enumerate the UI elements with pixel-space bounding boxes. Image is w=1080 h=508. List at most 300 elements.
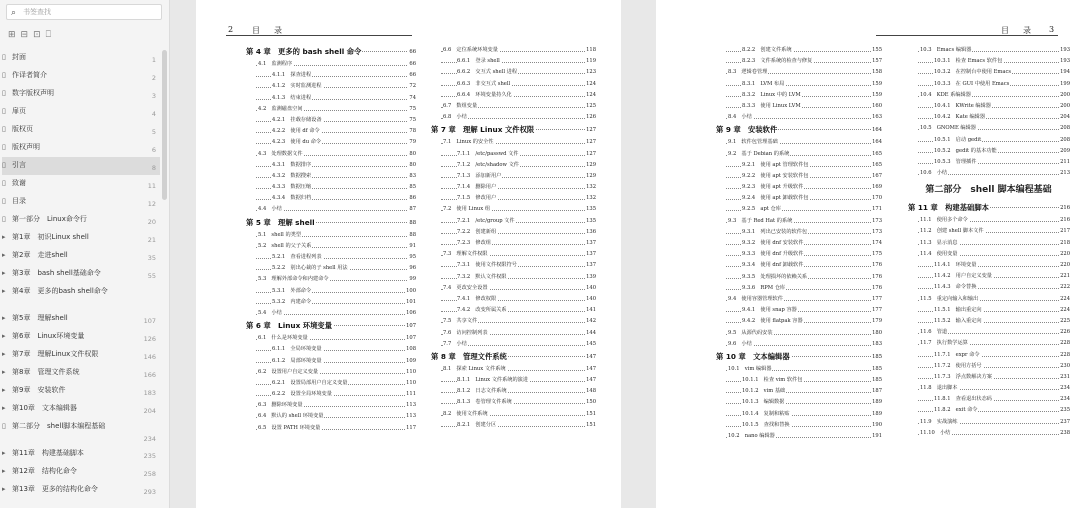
toc-entry[interactable] <box>716 149 882 160</box>
toc-entry[interactable] <box>716 294 882 305</box>
toc-entry[interactable] <box>716 79 882 90</box>
toc-entry-title: 11.7 执行数学运算 <box>920 338 969 349</box>
toc-entry[interactable] <box>716 431 882 442</box>
toc-entry[interactable] <box>716 375 882 386</box>
toc-entry[interactable] <box>246 104 416 115</box>
toc-entry[interactable] <box>908 45 1070 56</box>
toc-entry[interactable] <box>908 350 1070 361</box>
sidebar-item[interactable] <box>2 247 160 265</box>
toc-entry-title: 11.7.2 使用方括号 <box>934 361 983 372</box>
toc-entry[interactable] <box>246 389 416 400</box>
toc-entry[interactable] <box>246 274 416 285</box>
expand-arrow-icon[interactable]: ▸ <box>2 332 6 340</box>
toc-entry-title: 7.4 更改安全设置 <box>443 283 489 294</box>
sidebar-item[interactable] <box>2 139 160 157</box>
sidebar-item[interactable] <box>2 229 160 247</box>
expand-arrow-icon[interactable]: ▸ <box>2 269 6 277</box>
toc-entry-title: 11.2 创建 shell 脚本文件 <box>920 226 985 237</box>
toc-entry-title: 7.4.1 修改权限 <box>457 294 497 305</box>
collapse-icon[interactable]: ⊟ <box>20 30 34 40</box>
bookmark-item-icon: ▯ <box>2 215 6 223</box>
toc-entry-title: 10.5.1 启动 gedit <box>934 135 982 146</box>
toc-entry[interactable] <box>908 135 1070 146</box>
bookmark-list <box>2 49 160 499</box>
toc-entry[interactable] <box>246 216 416 230</box>
toc-entry-title: 11.9 实战演练 <box>920 417 959 428</box>
toc-entry[interactable] <box>246 241 416 252</box>
toc-entry[interactable] <box>431 67 596 78</box>
toc-entry[interactable] <box>431 137 596 148</box>
expand-arrow-icon[interactable]: ▸ <box>2 467 6 475</box>
sidebar-item-page: 107 <box>143 317 156 325</box>
toc-entry[interactable] <box>716 160 882 171</box>
toc-entry-page: 185 <box>871 375 882 386</box>
toc-entry[interactable] <box>431 101 596 112</box>
toc-entry-page: 218 <box>1059 238 1070 249</box>
toc-entry-page: 164 <box>871 137 882 148</box>
toc-entry[interactable] <box>908 201 1070 215</box>
toc-entry[interactable] <box>431 238 596 249</box>
expand-arrow-icon[interactable]: ▸ <box>2 314 6 322</box>
toc-entry[interactable] <box>246 230 416 241</box>
expand-arrow-icon[interactable]: ▸ <box>2 386 6 394</box>
toc-entry[interactable] <box>908 417 1070 428</box>
toc-entry[interactable] <box>908 305 1070 316</box>
toc-entry-page: 193 <box>1059 56 1070 67</box>
toc-entry[interactable] <box>908 428 1070 439</box>
toc-entry-page: 147 <box>585 364 596 375</box>
sidebar-item[interactable] <box>2 175 160 193</box>
sidebar-item[interactable] <box>2 49 160 67</box>
toc-entry[interactable] <box>246 400 416 411</box>
toc-entry[interactable] <box>716 397 882 408</box>
toc-entry-page: 165 <box>871 160 882 171</box>
part-title: 第二部分 shell 脚本编程基础 <box>925 185 1052 196</box>
toc-entry-page: 124 <box>585 79 596 90</box>
toc-entry[interactable] <box>431 260 596 271</box>
toc-entry-title: 5.2 shell 的父子关系 <box>258 241 312 252</box>
toc-entry[interactable] <box>716 283 882 294</box>
toc-entry-page: 119 <box>585 56 596 67</box>
toc-entry-title: 6.7 数组变量 <box>443 101 478 112</box>
toc-entry-title: 8.3.1 LVM 布局 <box>742 79 785 90</box>
toc-entry[interactable] <box>431 364 596 375</box>
toc-entry[interactable] <box>431 56 596 67</box>
toc-entry[interactable] <box>716 123 882 137</box>
toc-entry[interactable] <box>908 405 1070 416</box>
sidebar-item[interactable] <box>2 193 160 211</box>
toc-entry-title: 8.3.2 Linux 中的 LVM <box>742 90 802 101</box>
expand-arrow-icon[interactable]: ▸ <box>2 404 6 412</box>
toc-entry-page: 216 <box>1059 215 1070 226</box>
sidebar-item[interactable] <box>2 85 160 103</box>
sidebar-item[interactable] <box>2 481 160 499</box>
toc-entry[interactable] <box>246 182 416 193</box>
toc-entry[interactable] <box>246 137 416 148</box>
toc-entry[interactable] <box>246 149 416 160</box>
toc-entry-title: 11.8 退出脚本 <box>920 383 959 394</box>
bookmark-item-icon: ▯ <box>2 143 6 151</box>
toc-entry[interactable] <box>246 319 416 333</box>
toc-entry[interactable] <box>716 305 882 316</box>
expand-arrow-icon[interactable]: ▸ <box>2 485 6 493</box>
toc-entry[interactable] <box>908 168 1070 179</box>
toc-entry[interactable] <box>908 112 1070 123</box>
sidebar-item[interactable] <box>2 310 160 328</box>
toc-entry[interactable] <box>431 90 596 101</box>
toc-entry[interactable] <box>431 375 596 386</box>
toc-entry-title: 4.3.2 数据搜索 <box>272 171 312 182</box>
toc-entry-page: 75 <box>408 104 416 115</box>
toc-entry[interactable] <box>246 171 416 182</box>
toc-entry[interactable] <box>246 356 416 367</box>
toc-entry-title: 9.2.2 使用 apt 安装软件包 <box>742 171 810 182</box>
toc-entry-title: 6.1.2 局部环境变量 <box>272 356 323 367</box>
toc-entry[interactable] <box>431 216 596 227</box>
toc-entry-title: 7.1.3 添加新用户 <box>457 171 502 182</box>
toc-entry-page: 173 <box>871 227 882 238</box>
toc-entry[interactable] <box>431 339 596 350</box>
expand-arrow-icon[interactable]: ▸ <box>2 449 6 457</box>
bookmark-item-icon: ▯ <box>2 125 6 133</box>
sidebar-item[interactable] <box>2 463 160 481</box>
sidebar-item[interactable] <box>2 157 160 175</box>
sidebar-item[interactable] <box>2 103 160 121</box>
toc-entry[interactable] <box>908 90 1070 101</box>
toc-entry[interactable] <box>431 45 596 56</box>
toc-entry[interactable] <box>246 204 416 215</box>
toc-entry-page: 225 <box>1059 316 1070 327</box>
toc-entry[interactable] <box>716 193 882 204</box>
toc-entry-page: 165 <box>871 149 882 160</box>
toc-entry[interactable] <box>431 123 596 137</box>
toc-entry[interactable] <box>908 294 1070 305</box>
bookmark-item-icon: ▯ <box>2 197 6 205</box>
toc-entry-page: 222 <box>1059 282 1070 293</box>
toc-entry-title: 8.2.2 创建文件系统 <box>742 45 793 56</box>
toc-entry[interactable] <box>716 171 882 182</box>
toc-entry-page: 234 <box>1059 394 1070 405</box>
sidebar-scrollbar[interactable] <box>162 50 167 200</box>
toc-entry-title: 9.6 小结 <box>728 339 753 350</box>
toc-entry[interactable] <box>908 157 1070 168</box>
sidebar-item-page: 5 <box>151 128 156 136</box>
sidebar-item[interactable] <box>2 265 160 283</box>
toc-entry[interactable] <box>716 112 882 123</box>
toc-entry[interactable] <box>431 149 596 160</box>
toc-entry[interactable] <box>716 137 882 148</box>
toc-entry-title: 6.1 什么是环境变量 <box>258 333 309 344</box>
toc-entry-page: 79 <box>408 137 416 148</box>
toc-entry-title: 10.6 小结 <box>920 168 948 179</box>
toc-entry[interactable] <box>908 123 1070 134</box>
sidebar-item[interactable] <box>2 445 160 463</box>
toc-entry-page: 177 <box>871 305 882 316</box>
sidebar-item[interactable] <box>2 211 160 229</box>
toc-entry[interactable] <box>908 226 1070 237</box>
toc-entry[interactable] <box>716 182 882 193</box>
toc-entry-title: 第 10 章 文本编辑器 <box>716 350 791 364</box>
toc-entry-page: 140 <box>585 294 596 305</box>
toc-entry[interactable] <box>716 386 882 397</box>
sidebar-item-label: 第9章 安装软件 <box>12 386 66 394</box>
toc-entry-page: 101 <box>405 297 416 308</box>
toc-entry[interactable] <box>716 67 882 78</box>
toc-entry-title: 10.1.5 查找和替换 <box>742 420 791 431</box>
toc-entry-page: 185 <box>871 350 882 364</box>
toc-entry[interactable] <box>431 283 596 294</box>
toc-entry-page: 135 <box>585 216 596 227</box>
toc-entry[interactable] <box>716 420 882 431</box>
toc-entry[interactable] <box>246 308 416 319</box>
search-placeholder: 书签查找 <box>23 8 51 16</box>
toc-entry-page: 147 <box>585 375 596 386</box>
expand-icon[interactable]: ⊞ <box>8 30 21 40</box>
toc-entry[interactable] <box>431 305 596 316</box>
toc-entry[interactable] <box>716 216 882 227</box>
toc-entry[interactable] <box>431 182 596 193</box>
toc-entry[interactable] <box>431 350 596 364</box>
toc-entry-page: 176 <box>871 283 882 294</box>
toc-entry[interactable] <box>246 160 416 171</box>
sidebar-item-page: 204 <box>143 407 156 415</box>
sidebar-item-label: 第7章 理解Linux文件权限 <box>12 350 99 358</box>
toc-entry-page: 228 <box>1059 350 1070 361</box>
toc-entry-title: 5.1 shell 的类型 <box>258 230 302 241</box>
toc-entry[interactable] <box>716 409 882 420</box>
toc-entry[interactable] <box>246 411 416 422</box>
toc-entry[interactable] <box>908 79 1070 90</box>
toc-entry-title: 8.4 小结 <box>728 112 753 123</box>
toc-entry-title: 7.2.2 创建新组 <box>457 227 497 238</box>
toc-entry[interactable] <box>246 59 416 70</box>
toc-entry[interactable] <box>716 90 882 101</box>
toc-entry[interactable] <box>716 339 882 350</box>
toc-entry[interactable] <box>246 378 416 389</box>
sidebar-item[interactable] <box>2 67 160 85</box>
toc-entry[interactable] <box>246 81 416 92</box>
sidebar-item-label: 数字版权声明 <box>12 89 54 97</box>
toc-entry[interactable] <box>431 193 596 204</box>
toc-entry-page: 179 <box>871 316 882 327</box>
toc-entry-title: 5.3.2 内建命令 <box>272 297 312 308</box>
toc-entry-page: 173 <box>871 216 882 227</box>
toc-entry[interactable] <box>908 361 1070 372</box>
toc-entry[interactable] <box>716 260 882 271</box>
toc-entry[interactable] <box>431 227 596 238</box>
toc-entry-page: 85 <box>408 182 416 193</box>
toc-entry[interactable] <box>246 263 416 274</box>
expand-arrow-icon[interactable]: ▸ <box>2 233 6 241</box>
toc-entry[interactable] <box>431 249 596 260</box>
sidebar-item[interactable] <box>2 328 160 346</box>
toc-entry-title: 6.6 定位系统环境变量 <box>443 45 499 56</box>
toc-entry[interactable] <box>431 420 596 431</box>
toc-entry[interactable] <box>908 372 1070 383</box>
toc-entry[interactable] <box>431 409 596 420</box>
sidebar-item-label: 封面 <box>12 53 26 61</box>
toc-entry-title: 10.3.3 在 GUI 中使用 Emacs <box>934 79 1010 90</box>
toc-entry-title: 7.2.3 修改组 <box>457 238 492 249</box>
toc-entry[interactable] <box>431 294 596 305</box>
toc-entry[interactable] <box>246 344 416 355</box>
toc-entry-page: 96 <box>408 263 416 274</box>
toc-entry-page: 127 <box>585 123 596 137</box>
toc-entry-page: 117 <box>405 423 416 434</box>
expand-arrow-icon[interactable]: ▸ <box>2 251 6 259</box>
toc-entry[interactable] <box>908 260 1070 271</box>
sidebar-item-label: 扉页 <box>12 107 26 115</box>
toc-entry-title: 4.1.2 实时监测进程 <box>272 81 323 92</box>
sidebar-item-label: 目录 <box>12 197 26 205</box>
toc-entry[interactable] <box>431 316 596 327</box>
toc-entry-page: 208 <box>1059 123 1070 134</box>
toc-entry[interactable] <box>431 171 596 182</box>
toc-entry[interactable] <box>908 282 1070 293</box>
toc-entry[interactable] <box>716 316 882 327</box>
toc-entry[interactable] <box>431 112 596 123</box>
toc-entry[interactable] <box>908 249 1070 260</box>
toc-entry-page: 126 <box>585 112 596 123</box>
toc-entry[interactable] <box>246 193 416 204</box>
toc-entry-title: 8.1 探索 Linux 文件系统 <box>443 364 507 375</box>
toc-entry[interactable] <box>431 328 596 339</box>
toc-entry[interactable] <box>908 179 1070 201</box>
toc-entry-page: 228 <box>1059 338 1070 349</box>
toc-entry-page: 113 <box>405 400 416 411</box>
toc-entry-title: 10.1.2 vim 基础 <box>742 386 786 397</box>
toc-entry[interactable] <box>716 272 882 283</box>
toc-entry[interactable] <box>246 93 416 104</box>
toc-entry-title: 11.5.2 输入重定向 <box>934 316 983 327</box>
toc-entry-title: 8.2 使用文件系统 <box>443 409 489 420</box>
toc-entry[interactable] <box>716 328 882 339</box>
toc-entry[interactable] <box>246 333 416 344</box>
toc-entry[interactable] <box>431 160 596 171</box>
toc-entry[interactable] <box>716 350 882 364</box>
toc-entry-page: 95 <box>408 252 416 263</box>
toc-entry[interactable] <box>431 397 596 408</box>
toc-entry[interactable] <box>431 79 596 90</box>
sidebar-item-label: 第12章 结构化命令 <box>12 467 77 475</box>
expand-arrow-icon[interactable]: ▸ <box>2 350 6 358</box>
toc-entry-title: 10.1.3 编辑数据 <box>742 397 785 408</box>
toc-entry-title: 7.3.1 使用文件权限符号 <box>457 260 518 271</box>
sidebar-item-page: 258 <box>143 470 156 478</box>
toc-entry[interactable] <box>431 272 596 283</box>
toc-entry[interactable] <box>716 204 882 215</box>
toc-entry[interactable] <box>908 271 1070 282</box>
toc-entry-page: 213 <box>1059 168 1070 179</box>
sidebar-item-page: 6 <box>151 146 156 154</box>
toc-entry-page: 224 <box>1059 305 1070 316</box>
sidebar-item-page: 35 <box>147 254 156 262</box>
toc-entry[interactable] <box>908 238 1070 249</box>
toc-entry[interactable] <box>908 67 1070 78</box>
toc-entry[interactable] <box>431 204 596 215</box>
sidebar-item-label: 第13章 更多的结构化命令 <box>12 485 98 493</box>
toc-entry-page: 194 <box>1059 67 1070 78</box>
toc-entry[interactable] <box>716 45 882 56</box>
toc-entry[interactable] <box>246 297 416 308</box>
toc-entry-title: 8.3.3 使用 Linux LVM <box>742 101 802 112</box>
toc-entry[interactable] <box>908 316 1070 327</box>
toc-entry-title: 9.2.4 使用 apt 卸载软件包 <box>742 193 810 204</box>
toc-entry-title: 10.1.1 检查 vim 软件包 <box>742 375 803 386</box>
sidebar-item[interactable] <box>2 364 160 382</box>
sidebar-item[interactable] <box>2 418 160 445</box>
toc-entry[interactable] <box>716 249 882 260</box>
toc-entry-page: 221 <box>1059 271 1070 282</box>
bookmark-add-icon[interactable]: ⊡ <box>33 30 46 40</box>
toc-entry[interactable] <box>908 101 1070 112</box>
toc-entry[interactable] <box>246 45 416 59</box>
toc-entry[interactable] <box>716 364 882 375</box>
toc-entry-title: 11.4.2 用户自定义变量 <box>934 271 993 282</box>
toc-entry-page: 136 <box>585 227 596 238</box>
toc-entry-page: 151 <box>585 420 596 431</box>
toc-entry-page: 150 <box>585 397 596 408</box>
sidebar-item[interactable] <box>2 346 160 364</box>
bookmark-item-icon: ▯ <box>2 89 6 97</box>
toc-entry[interactable] <box>908 383 1070 394</box>
toc-entry[interactable] <box>246 70 416 81</box>
toc-entry[interactable] <box>246 423 416 434</box>
sidebar-item-page: 166 <box>143 371 156 379</box>
toc-entry[interactable] <box>716 227 882 238</box>
toc-entry[interactable] <box>908 394 1070 405</box>
toc-entry[interactable] <box>246 115 416 126</box>
expand-arrow-icon[interactable]: ▸ <box>2 368 6 376</box>
toc-entry-title: 第 9 章 安装软件 <box>716 123 778 137</box>
toc-entry[interactable] <box>246 367 416 378</box>
toc-entry-page: 175 <box>871 249 882 260</box>
toc-entry[interactable] <box>908 56 1070 67</box>
toc-entry-page: 72 <box>408 81 416 92</box>
toc-entry[interactable] <box>246 126 416 137</box>
toc-entry-title: 6.2.2 设置全局环境变量 <box>272 389 333 400</box>
bookmark-item-icon: ▯ <box>2 422 6 430</box>
sidebar-item-label: 第6章 Linux环境变量 <box>12 332 85 340</box>
toc-entry-title: 9.1 软件包管理基础 <box>728 137 779 148</box>
bookmark-icon[interactable]: ⎕ <box>45 30 57 40</box>
toc-entry[interactable] <box>246 252 416 263</box>
bookmark-search-input[interactable] <box>6 4 162 20</box>
toc-entry-title: 4.1.1 探查进程 <box>272 70 312 81</box>
toc-entry[interactable] <box>908 215 1070 226</box>
toc-entry[interactable] <box>908 338 1070 349</box>
toc-entry-page: 74 <box>408 93 416 104</box>
header-rule <box>226 35 412 36</box>
toc-entry[interactable] <box>716 101 882 112</box>
toc-entry-title: 11.8.2 exit 命令 <box>934 405 978 416</box>
toc-entry[interactable] <box>908 327 1070 338</box>
toc-entry-title: 8.2.3 文件系统的检查与修复 <box>742 56 813 67</box>
sidebar-item[interactable] <box>2 283 160 310</box>
expand-arrow-icon[interactable]: ▸ <box>2 287 6 295</box>
sidebar-item[interactable] <box>2 121 160 139</box>
toc-entry-page: 88 <box>408 230 416 241</box>
toc-entry-page: 91 <box>408 241 416 252</box>
toc-entry[interactable] <box>908 146 1070 157</box>
toc-entry[interactable] <box>246 286 416 297</box>
sidebar-item[interactable] <box>2 400 160 418</box>
toc-entry[interactable] <box>716 56 882 67</box>
sidebar-item[interactable] <box>2 382 160 400</box>
toc-entry[interactable] <box>716 238 882 249</box>
toc-entry[interactable] <box>431 386 596 397</box>
toc-entry-title: 11.7.3 浮点数解决方案 <box>934 372 993 383</box>
